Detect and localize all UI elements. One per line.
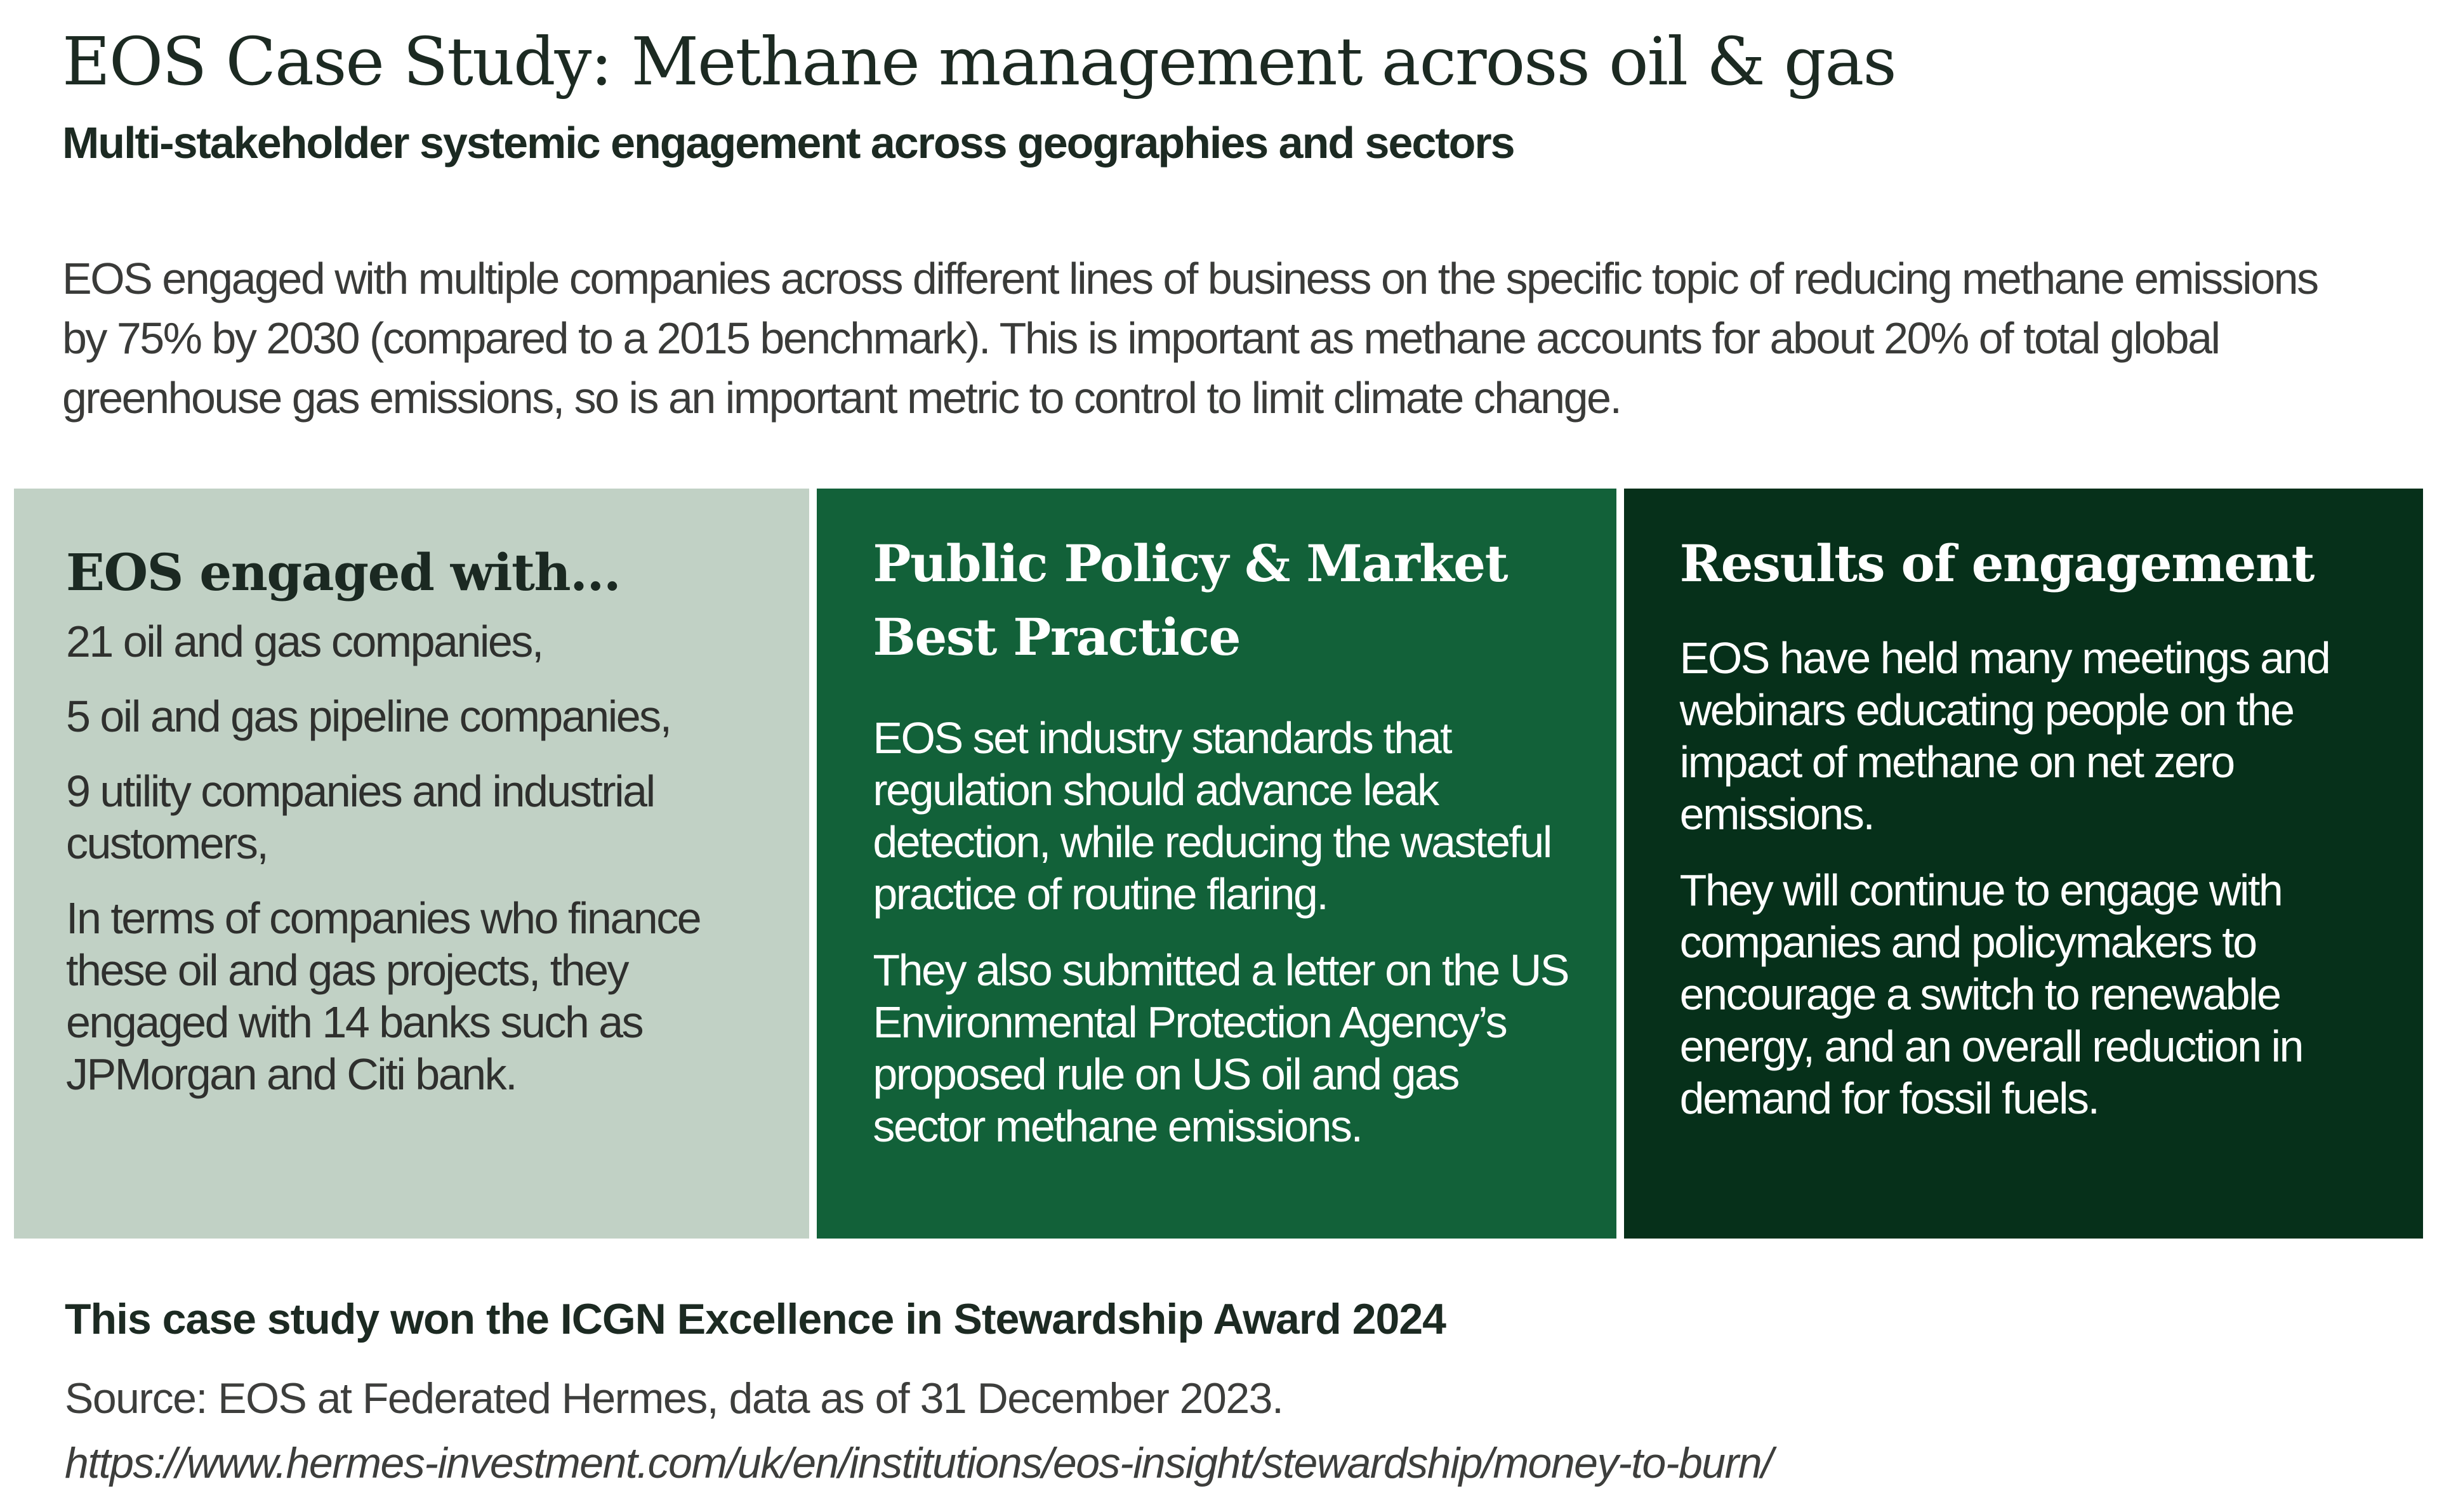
- panel-paragraph: EOS have held many meetings and webinars educating people on the impact of methane on net zero emissions.: [1679, 633, 2330, 839]
- panel-paragraph: 21 oil and gas companies,: [66, 617, 543, 666]
- panel-paragraph: They will continue to engage with companies and policymakers to encourage a switch to renewable energy, and an overall reduction in demand for fossil fuels.: [1679, 865, 2302, 1123]
- panel-heading: Results of engagement: [1679, 534, 2314, 593]
- panel-results: [1624, 489, 2423, 1239]
- panel-paragraph: EOS set industry standards that regulation should advance leak detection, while reducing the wasteful practice of routine flaring.: [873, 713, 1551, 919]
- panel-paragraph: They also submitted a letter on the US Environmental Protection Agency’s proposed rule on US oil and gas sector methane emissions.: [873, 945, 1568, 1151]
- panel-paragraph: 5 oil and gas pipeline companies,: [66, 692, 671, 741]
- panels-row: [14, 489, 2423, 1239]
- panel-heading: EOS engaged with...: [66, 542, 621, 602]
- panel-paragraph: 9 utility companies and industrial customers,: [66, 766, 654, 868]
- source-link[interactable]: https://www.hermes-investment.com/uk/en/institutions/eos-insight/stewardship/money-to-burn/: [65, 1439, 1773, 1487]
- intro-paragraph: EOS engaged with multiple companies across different lines of business on the specific topic of reducing methane emissions by 75% by 2030 (compared to a 2015 benchmark). This is important as methane accounts for about 20% of total global greenhouse gas emissions, so is an important metric to control to limit climate change.: [62, 254, 2318, 423]
- award-note: This case study won the ICGN Excellence in Stewardship Award 2024: [65, 1295, 1446, 1343]
- page-subtitle: Multi-stakeholder systemic engagement across geographies and sectors: [62, 118, 1514, 168]
- source-note: Source: EOS at Federated Hermes, data as of 31 December 2023.: [65, 1374, 1283, 1423]
- panel-engaged-with: [14, 489, 809, 1239]
- panel-public-policy: [817, 489, 1616, 1239]
- panel-paragraph: In terms of companies who finance these oil and gas projects, they engaged with 14 banks such as JPMorgan and Citi bank.: [66, 893, 701, 1099]
- panel-heading: Public Policy & Market Best Practice: [873, 534, 1508, 667]
- page-title: EOS Case Study: Methane management across oil & gas: [62, 23, 1896, 100]
